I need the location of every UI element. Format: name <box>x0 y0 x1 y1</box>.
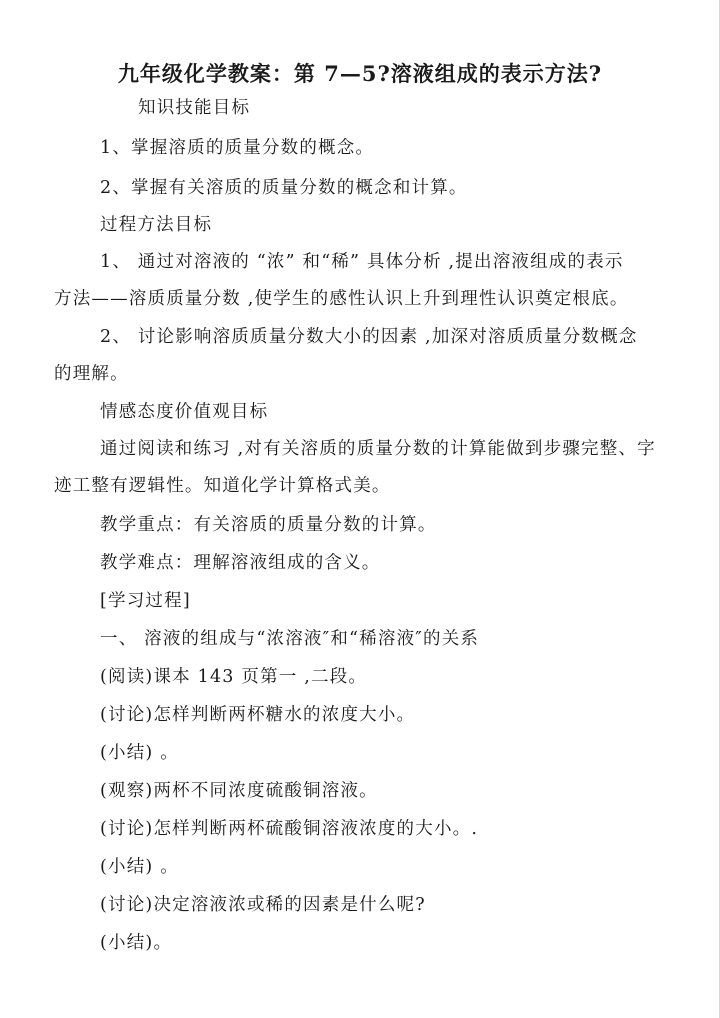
teaching-difficulty: 教学难点：理解溶液组成的含义。 <box>100 553 381 573</box>
list-item: (小结) 。 <box>100 857 179 877</box>
heading-emotion-goals: 情感态度价值观目标 <box>100 402 269 422</box>
paragraph-continued: 方法——溶质质量分数 ,使学生的感性认识上升到理性认识奠定根底。 <box>54 289 629 309</box>
list-item: (阅读)课本 143 页第一 ,二段。 <box>100 667 368 687</box>
heading-learning-process: [学习过程] <box>100 591 191 611</box>
list-item: (小结) 。 <box>100 743 179 763</box>
paragraph-continued: 迹工整有逻辑性。知道化学计算格式美。 <box>54 476 391 496</box>
paragraph-continued: 的理解。 <box>54 364 129 384</box>
section-heading: 一、 溶液的组成与“浓溶液″和“稀溶液″的关系 <box>100 629 480 649</box>
paragraph: 2、 讨论影响溶质质量分数大小的因素 ,加深对溶质质量分数概念 <box>100 327 638 347</box>
list-item: (讨论)怎样判断两杯糖水的浓度大小。 <box>100 705 416 725</box>
heading-process-goals: 过程方法目标 <box>100 215 213 235</box>
paragraph: 通过阅读和练习 ,对有关溶质的质量分数的计算能做到步骤完整、字 <box>100 439 656 459</box>
document-title: 九年级化学教案：第 7—5?溶液组成的表示方法? <box>117 61 603 86</box>
list-item: (小结)。 <box>100 933 173 953</box>
heading-knowledge-goals: 知识技能目标 <box>138 98 251 118</box>
list-item: (讨论)怎样判断两杯硫酸铜溶液浓度的大小。. <box>100 819 479 839</box>
list-item: (讨论)决定溶液浓或稀的因素是什么呢? <box>100 895 426 915</box>
paragraph: 1、掌握溶质的质量分数的概念。 <box>100 138 375 158</box>
teaching-key-point: 教学重点：有关溶质的质量分数的计算。 <box>100 515 437 535</box>
paragraph: 2、掌握有关溶质的质量分数的概念和计算。 <box>100 178 468 198</box>
list-item: (观察)两杯不同浓度硫酸铜溶液。 <box>100 781 378 801</box>
paragraph: 1、 通过对溶液的 “浓” 和“稀” 具体分析 ,提出溶液组成的表示 <box>100 252 624 272</box>
